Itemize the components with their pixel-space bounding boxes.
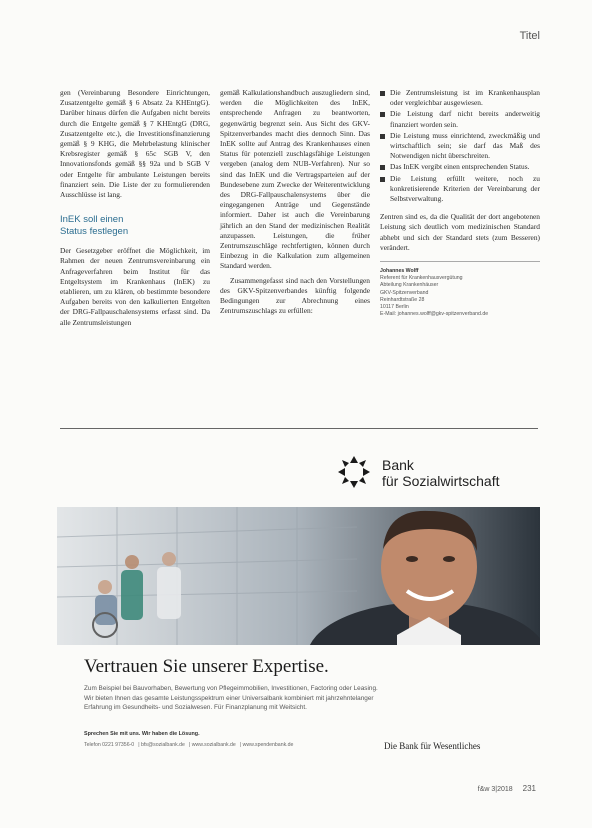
author-line: GKV-Spitzenverband [380, 289, 429, 296]
subheading [60, 214, 210, 238]
author-box [380, 261, 540, 318]
brand-line: Bank [382, 457, 414, 473]
ad-brand [382, 457, 499, 489]
author-line: 10117 Berlin [380, 304, 409, 311]
ad-contact-title: Sprechen Sie mit uns. Wir haben die Lösung. [84, 731, 200, 737]
page-number: 231 [522, 784, 536, 793]
divider [60, 428, 538, 429]
brand-line: für Sozialwirtschaft [382, 473, 500, 489]
ad-tagline: Die Bank für Wesentliches [384, 741, 481, 751]
list-item: Die Leistung darf nicht bereits anderweitig finanziert worden sein. [380, 109, 540, 129]
paragraph: Zusammengefasst sind nach den Vorstellungen des GKV-Spitzenverbandes künftig folgende Bedingungen zur Abrechnung eines Zentrumszuschlags zu erfüllen: [220, 275, 370, 316]
ad-website[interactable]: www.spendenbank.de [242, 742, 294, 748]
list-item: Die Leistung erfüllt weitere, noch zu konkretisierende Kriterien der Vereinbarung der Selbstverwaltung. [380, 174, 540, 205]
ad-body-line: Erfahrung im Gesundheits- und Sozialwesen. Für Finanzplanung mit Weitsicht. [84, 704, 307, 712]
issue-label: f&w 3|2018 [477, 786, 513, 793]
ad-body-line: Wir bieten Ihnen das gesamte Leistungsspektrum einer Universalbank kombiniert mit jahrzehntelanger [84, 694, 374, 702]
article-column-1 [60, 88, 210, 332]
article-column-3 [380, 88, 540, 318]
list-item: Das InEK vergibt einen entsprechenden Status. [380, 162, 540, 172]
ad-website[interactable]: www.sozialbank.de [191, 742, 236, 748]
ad-email[interactable]: bfs@sozialbank.de [140, 742, 185, 748]
ad-body-line: Zum Beispiel bei Bauvorhaben, Bewertung von Pflegeimmobilien, Investitionen, Factoring oder Leasing. [84, 685, 378, 692]
paragraph: gemäß Kalkulationshandbuch auszugliedern sind, werden die Möglichkeiten des InEK, entsprechende Anfragen zu beantworten, gegenwärtig begrenzt sein. Aus Sicht des GKV-Spitzenverbandes macht dies dennoch Sinn. Das InEK sollte auf Antrag des Krankenhauses einen Status für potenziell zuschlagsfähige Leistungen vergeben (analog dem NUB-Verfahren). Nur so sind das InEK und die Vertragsparteien auf der Bundesebene zum Zwecke der Weiterentwicklung des DRG-Fallpauschalensystems über die eingegangenen Anträge und Gegenstände informiert. Daher ist auch die Vereinbarung jährlich an den Stand der medizinischen Realität anzupassen. Leistungen, die früher Zentrumszuschläge rechtfertigten, können durch Einbezug in die Kalkulation zum allgemeinen Standard werden. [220, 88, 370, 271]
ad-photo [57, 507, 540, 645]
page-footer [478, 784, 536, 793]
article-columns [60, 88, 540, 408]
author-line: Abteilung Krankenhäuser [380, 282, 439, 289]
ad-contact-line: Telefon 0221 97356-0 | bfs@sozialbank.de | www.sozialbank.de | www.spendenbank.de [84, 742, 294, 748]
ad-body [84, 684, 484, 713]
author-name: Johannes Wolff [380, 268, 419, 275]
section-label: Titel [519, 30, 540, 42]
author-line: Reinhardtstraße 28 [380, 296, 425, 303]
article-column-2 [220, 88, 370, 320]
list-item: Die Zentrumsleistung ist im Krankenhausplan oder vergleichbar ausgewiesen. [380, 88, 540, 108]
subheading-line: InEK soll einen [60, 214, 124, 226]
ad-headline: Vertrauen Sie unserer Expertise. [84, 656, 329, 677]
condition-list [380, 88, 540, 204]
subheading-line: Status festlegen [60, 226, 129, 238]
paragraph: Zentren sind es, da die Qualität der dort angebotenen Leistung sich deutlich vom medizinischen Standard abhebt und sich der Standard stets (zum Besseren) verändert. [380, 212, 540, 252]
paragraph: gen (Vereinbarung Besondere Einrichtungen, Zusatzentgelte gemäß § 6 Absatz 2a KHEntgG). Darüber hinaus dürfen die Aufgaben nicht bereits durch die Entgelte gemäß § 7 KHEntgG (DRG, Zusatzentgelte etc.), die Investitionsfinanzierung gemäß § 9 KHG, die Mehrbelastung klinischer Krebsregister gemäß § 65c SGB V, den Innovationsfonds gemäß §§ 92a und b SGB V oder Entgelte für ambulante Leistungen bereits finanziert sein. Die Liste der zu formulierenden Ausschlüsse ist lang. [60, 88, 210, 200]
list-item: Die Leistung muss einrichtend, zweckmäßig und wirtschaftlich sein; sie darf das Maß des Notwendigen nicht überschreiten. [380, 131, 540, 162]
ad-phone[interactable]: Telefon 0221 97356-0 [84, 742, 135, 748]
author-email[interactable]: E-Mail: johannes.wolff@gkv-spitzenverband.de [380, 311, 489, 318]
author-line: Referent für Krankenhausvergütung [380, 275, 463, 282]
paragraph: Der Gesetzgeber eröffnet die Möglichkeit, im Rahmen der neuen Zentrumsvereinbarung ein Anfrageverfahren beim Institut für das Entgeltsystem im Krankenhaus (InEK) zu etablieren, um zu klären, ob bestimmte besondere Aufgaben bereits von den kalkulierten Entgelten der DRG-Fallpauschalensystems erfasst sind. Da alle Zentrumsleistungen [60, 246, 210, 327]
ad-photo-illustration [57, 507, 540, 645]
bank-logo-icon [336, 454, 372, 490]
